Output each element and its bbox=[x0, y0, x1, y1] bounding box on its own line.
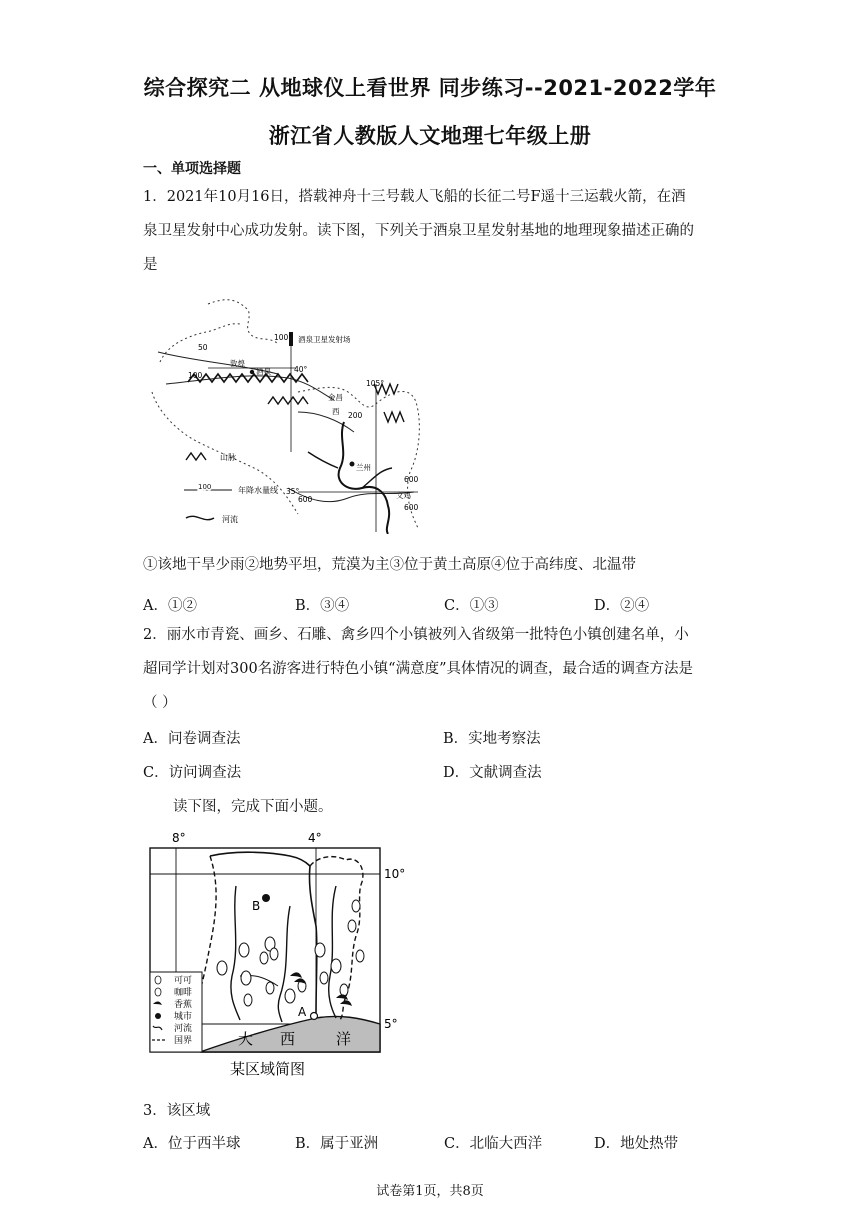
map-label-100: 100 bbox=[188, 371, 203, 380]
legend-city-label: 城市 bbox=[174, 1012, 193, 1022]
jiuquan-city-icon bbox=[250, 370, 254, 374]
legend-banana-label: 香蕉 bbox=[174, 1000, 193, 1010]
question-1-map bbox=[148, 292, 428, 534]
banana-icon bbox=[290, 972, 306, 984]
map-label-40: 40° bbox=[294, 365, 308, 374]
map-label-50: 50 bbox=[198, 343, 208, 352]
question-2-stem bbox=[143, 618, 723, 720]
cocoa-icon bbox=[260, 952, 268, 964]
city-b-icon bbox=[262, 894, 270, 902]
map-label-105: 105° bbox=[366, 379, 385, 388]
q3-option-d[interactable]: D．地处热带 bbox=[594, 1136, 679, 1152]
lon-4-label: 4° bbox=[308, 831, 322, 845]
map-label-100e: 100° bbox=[274, 333, 293, 342]
legend-isohyet-number: 100 bbox=[198, 483, 212, 491]
river bbox=[339, 422, 390, 534]
legend-coffee-label: 咖啡 bbox=[174, 988, 193, 998]
question-1-stem-line2: 泉卫星发射中心成功发射。读下图，下列关于酒泉卫星发射基地的地理现象描述正确的 bbox=[143, 223, 694, 239]
legend-river-icon bbox=[186, 516, 214, 519]
section-heading: 一、单项选择题 bbox=[143, 161, 241, 177]
coffee-icon bbox=[239, 943, 249, 957]
isohyet-200 bbox=[298, 412, 354, 432]
q2-option-c[interactable]: C．访问调查法 bbox=[143, 765, 242, 781]
ocean-label-1: 大 bbox=[238, 1030, 254, 1048]
map-label-600a: 600 bbox=[404, 475, 419, 484]
paper-title-line2: 浙江省人教版人文地理七年级上册 bbox=[268, 124, 592, 148]
river bbox=[278, 906, 290, 1022]
question-1-statements: ①该地干旱少雨②地势平坦，荒漠为主③位于黄土高原④位于高纬度、北温带 bbox=[143, 557, 636, 573]
river bbox=[329, 886, 336, 1018]
national-border bbox=[310, 857, 363, 1020]
coffee-icon bbox=[331, 959, 341, 973]
map-label-jiuquan: 酒泉 bbox=[256, 367, 271, 376]
legend-cocoa-icon bbox=[155, 976, 161, 984]
q3-option-b[interactable]: B．属于亚洲 bbox=[295, 1136, 379, 1152]
legend-river-label: 河流 bbox=[222, 515, 238, 524]
ocean-label-3: 洋 bbox=[336, 1030, 352, 1048]
map-label-600b: 600 bbox=[298, 495, 313, 504]
mountain-range bbox=[268, 397, 308, 404]
map-label-jinchang: 金昌 bbox=[328, 393, 343, 402]
coffee-icon bbox=[244, 994, 252, 1006]
q1-option-a[interactable]: A．①② bbox=[143, 598, 197, 614]
question-1-stem bbox=[143, 180, 723, 282]
city-a-label: A bbox=[298, 1005, 307, 1019]
paper-title-line1: 综合探究二 从地球仪上看世界 同步练习--2021-2022学年 bbox=[143, 76, 717, 100]
q2-option-b[interactable]: B．实地考察法 bbox=[443, 731, 541, 747]
coffee-icon bbox=[348, 920, 356, 932]
ocean-label-2: 西 bbox=[280, 1030, 296, 1048]
q3-option-c[interactable]: C．北临大西洋 bbox=[444, 1136, 543, 1152]
q2-option-a[interactable]: A．问卷调查法 bbox=[143, 731, 241, 747]
legend-isohyet-label: 年降水量线 bbox=[238, 486, 278, 495]
river bbox=[231, 886, 240, 1020]
river bbox=[308, 452, 338, 468]
coffee-icon bbox=[217, 961, 227, 975]
city-a-icon bbox=[311, 1013, 318, 1020]
q1-option-d[interactable]: D．②④ bbox=[594, 598, 650, 614]
coffee-icon bbox=[352, 900, 360, 912]
map-caption: 某区域简图 bbox=[230, 1060, 306, 1078]
lon-8-label: 8° bbox=[172, 831, 186, 845]
question-2-stem-line3: （ ） bbox=[143, 695, 177, 711]
mountain-range bbox=[384, 412, 404, 422]
map-label-xi: 西 bbox=[332, 407, 340, 416]
legend-city-icon bbox=[155, 1013, 161, 1019]
question-3-stem: 3．该区域 bbox=[143, 1103, 211, 1119]
cocoa-icon bbox=[270, 948, 278, 960]
legend-cocoa-label: 可可 bbox=[174, 976, 193, 986]
legend-mountain-icon bbox=[186, 453, 206, 460]
coffee-icon bbox=[356, 950, 364, 962]
q1-option-c[interactable]: C．①③ bbox=[444, 598, 499, 614]
q1-option-b[interactable]: B．③④ bbox=[295, 598, 350, 614]
coffee-icon bbox=[241, 971, 251, 985]
map-label-35: 35° bbox=[286, 487, 300, 496]
question-2-stem-line2: 超同学计划对300名游客进行特色小镇“满意度”具体情况的调查，最合适的调查方法是 bbox=[143, 661, 693, 677]
map-label-200: 200 bbox=[348, 411, 363, 420]
legend-mountain-label: 山脉 bbox=[220, 453, 236, 462]
page-footer: 试卷第1页，共8页 bbox=[376, 1184, 484, 1199]
map-label-600c: 600 bbox=[404, 503, 419, 512]
region-map bbox=[140, 826, 430, 1082]
border-line bbox=[208, 300, 278, 344]
lat-10-label: 10° bbox=[384, 867, 406, 881]
legend-river-label: 河流 bbox=[174, 1024, 193, 1034]
map-label-wen: 文鸡 bbox=[396, 491, 411, 500]
map-intro-text: 读下图，完成下面小题。 bbox=[173, 799, 333, 815]
question-2-stem-line1: 2．丽水市青瓷、画乡、石雕、禽乡四个小镇被列入省级第一批特色小镇创建名单，小 bbox=[143, 627, 689, 643]
q3-option-a[interactable]: A．位于西半球 bbox=[143, 1136, 241, 1152]
coffee-icon bbox=[320, 972, 328, 984]
question-1-stem-line3: 是 bbox=[143, 257, 158, 273]
question-1-stem-line1: 1．2021年10月16日，搭载神舟十三号载人飞船的长征二号F遥十三运载火箭，在酒 bbox=[143, 189, 686, 205]
lat-5-label: 5° bbox=[384, 1017, 398, 1031]
coffee-icon bbox=[340, 984, 348, 996]
city-b-label: B bbox=[252, 899, 261, 913]
coffee-icon bbox=[266, 982, 274, 994]
map-label-lanzhou: 兰州 bbox=[356, 463, 371, 472]
coffee-icon bbox=[285, 989, 295, 1003]
lanzhou-city-icon bbox=[350, 462, 355, 467]
map-label-launch-site: 酒泉卫星发射场 bbox=[298, 335, 351, 344]
crop-symbols bbox=[217, 900, 364, 1006]
coffee-icon bbox=[315, 943, 325, 957]
map-label-dunhuang: 敦煌 bbox=[230, 359, 245, 368]
legend-border-label: 国界 bbox=[174, 1036, 193, 1046]
legend-coffee-icon bbox=[155, 988, 161, 996]
q2-option-d[interactable]: D．文献调查法 bbox=[443, 765, 542, 781]
